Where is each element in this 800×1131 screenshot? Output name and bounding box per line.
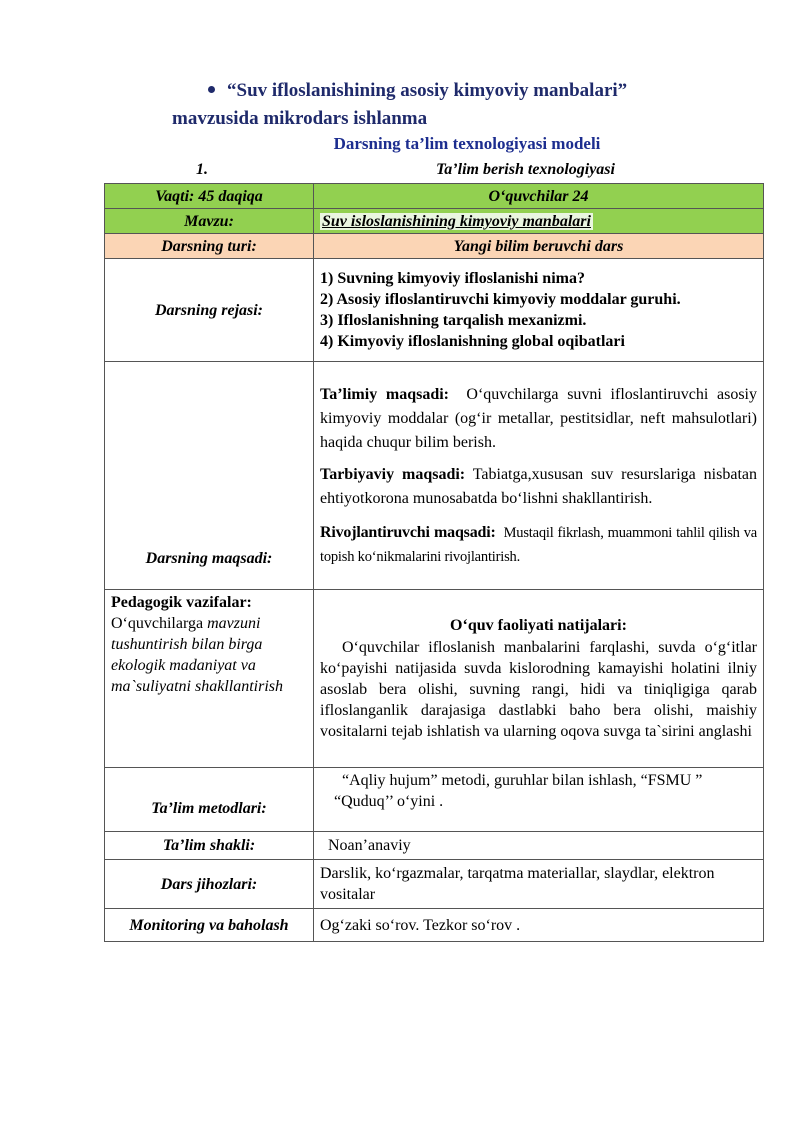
- plan-label: Darsning rejasi:: [105, 259, 314, 362]
- table-row: [105, 909, 764, 942]
- time-cell: Vaqti: 45 daqiqa: [105, 184, 314, 209]
- goal-upbringing: Tarbiyaviy maqsadi: Tabiatga,xususan suv resurslariga nisbatan ehtiyotkorona munosabatda bo‘lishni shakllantirish.: [320, 465, 758, 507]
- type-label: Darsning turi:: [105, 234, 314, 259]
- students-cell: O‘quvchilar 24: [314, 184, 764, 209]
- learning-results: O‘quv faoliyati natijalari: O‘quvchilar ifloslanish manbalarini farqlashi, suvda o‘g‘itlar ko‘payishi natijasida suvda kislorodning kamayishi holatini ilniy asoslab bera olishi, suvning rangi, hidi va tiniqligiga qarab ifloslanganlik darajasiga dastlabki baho bera olishi, maishiy vositalarni tejab ishlatish va ularning oqova suvga ta`sirini anglashi: [314, 590, 764, 768]
- monitoring-label: Monitoring va baholash: [105, 909, 314, 942]
- goal-development: Rivojlantiruvchi maqsadi: Mustaqil fikrlash, muammoni tahlil qilish va topish ko‘nikmalarini rivojlantirish.: [320, 523, 757, 565]
- methods-label: Ta’lim metodlari:: [105, 768, 314, 832]
- table-row: [105, 832, 764, 860]
- plan-item: 4) Kimyoviy ifloslanishning global oqibatlari: [320, 333, 625, 350]
- form-value: Noan’anaviy: [314, 832, 764, 860]
- plan-item: 1) Suvning kimyoviy ifloslanishi nima?: [320, 270, 585, 287]
- type-value: Yangi bilim beruvchi dars: [314, 234, 764, 259]
- goal-label: Darsning maqsadi:: [105, 362, 314, 590]
- table-row: [105, 362, 764, 590]
- topic-value-cell: [314, 209, 764, 234]
- plan-item: 2) Asosiy ifloslantiruvchi kimyoviy moddalar guruhi.: [320, 291, 681, 308]
- form-label: Ta’lim shakli:: [105, 832, 314, 860]
- goal-cell: [314, 362, 764, 590]
- equipment-label: Dars jihozlari:: [105, 860, 314, 909]
- goal-educational: Ta’limiy maqsadi: O‘quvchilarga suvni ifloslantiruvchi asosiy kimyoviy moddalar (og‘ir metallar, pestitsidlar, neft mahsulotlari) haqida chuqur bilim berish.: [320, 385, 757, 451]
- table-row: [105, 259, 764, 362]
- equipment-value: Darslik, ko‘rgazmalar, tarqatma materiallar, slaydlar, elektron vositalar: [314, 860, 764, 909]
- table-row: [105, 860, 764, 909]
- table-row: [105, 209, 764, 234]
- title-line2: mavzusida mikrodars ishlanma: [172, 108, 428, 129]
- document-title: [208, 80, 768, 102]
- table-row: [105, 768, 764, 832]
- pedagogical-tasks: Pedagogik vazifalar: O‘quvchilarga mavzuni tushuntirish bilan birga ekologik madaniyat va ma`suliyatni shakllantirish: [105, 590, 314, 768]
- plan-list: [314, 259, 764, 362]
- section-number: 1.: [196, 161, 208, 178]
- model-title: Darsning ta’lim texnologiyasi modeli: [333, 134, 601, 153]
- section-title: Ta’lim berish texnologiyasi: [436, 161, 615, 178]
- lesson-table: [104, 183, 764, 942]
- monitoring-value: Og‘zaki so‘rov. Tezkor so‘rov .: [314, 909, 764, 942]
- title-line1: “Suv ifloslanishining asosiy kimyoviy manbalari”: [227, 80, 628, 101]
- table-row: [105, 184, 764, 209]
- table-row: [105, 590, 764, 768]
- bullet-icon: [208, 86, 215, 93]
- plan-item: 3) Ifloslanishning tarqalish mexanizmi.: [320, 312, 587, 329]
- table-row: [105, 234, 764, 259]
- topic-value: Suv isloslanishining kimyoviy manbalari: [322, 212, 591, 230]
- topic-label: Mavzu:: [105, 209, 314, 234]
- methods-value: “Aqliy hujum” metodi, guruhlar bilan ishlash, “FSMU ” “Quduq’’ o‘yini .: [314, 768, 764, 832]
